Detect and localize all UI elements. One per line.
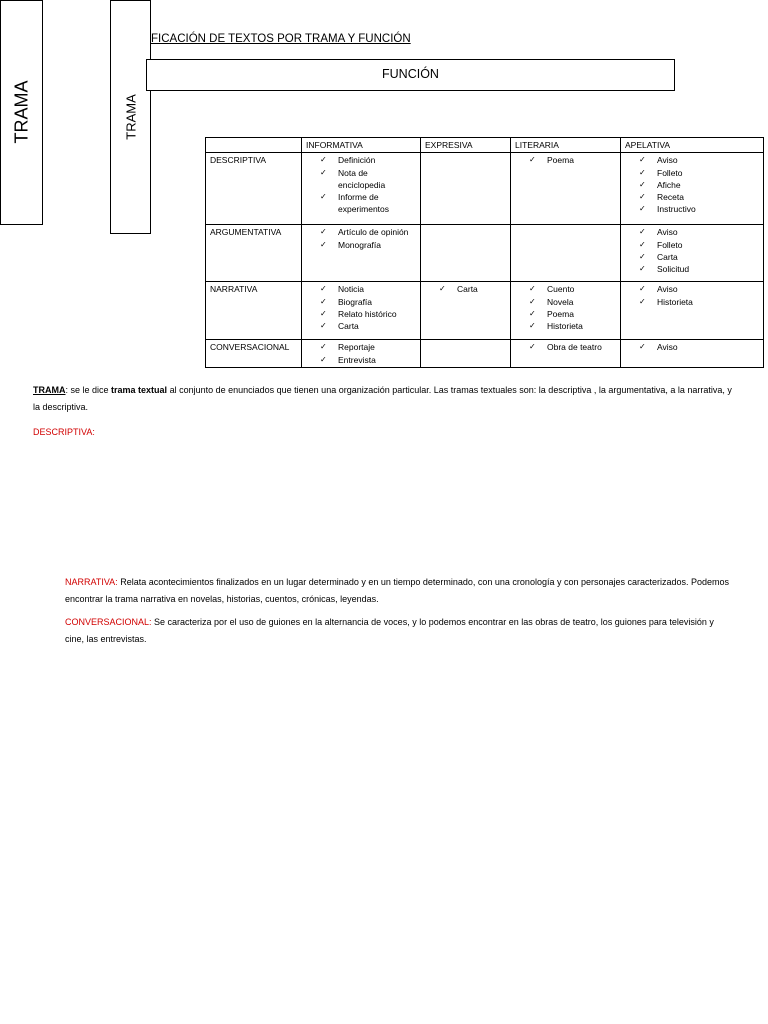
checklist-item: ✓ Relato histórico (320, 308, 416, 320)
checklist-item: ✓ Obra de teatro (529, 341, 616, 353)
conversacional-text: Se caracteriza por el uso de guiones en la alternancia de voces, y lo podemos encontrar en las obras de teatro, los guiones para televisión y cine, las entrevistas. (65, 617, 714, 644)
checklist-item: ✓ Nota de enciclopedia (320, 167, 416, 192)
table-cell (421, 340, 511, 368)
checklist-item: ✓ Afiche (639, 179, 759, 191)
classification-table (205, 137, 764, 368)
table-cell (511, 340, 621, 368)
trama-row-label: CONVERSACIONAL (206, 340, 302, 368)
narrativa-paragraph (65, 574, 730, 608)
table-cell (621, 340, 764, 368)
table-cell (302, 225, 421, 282)
checklist-item: ✓ Reportaje (320, 341, 416, 353)
table-cell (302, 340, 421, 368)
narrativa-text: Relata acontecimientos finalizados en un lugar determinado y en un tiempo determinado, con una cronología y con personajes caracterizados. Podemos encontrar la trama narrativa en novelas, historias, cuentos, crónicas, leyendas. (65, 577, 730, 604)
checklist-item: ✓ Carta (439, 283, 506, 295)
checklist-item: ✓ Aviso (639, 226, 759, 238)
checklist (306, 154, 416, 215)
checklist (515, 283, 616, 332)
trama-definition (33, 382, 738, 416)
funcion-header-box (146, 59, 675, 91)
checklist-item: ✓ Informe de experimentos (320, 191, 416, 216)
trama-label-small: TRAMA (123, 94, 138, 140)
table-row (206, 225, 764, 282)
checklist-item: ✓ Carta (639, 251, 759, 263)
checklist-item: ✓ Biografía (320, 296, 416, 308)
table-cell (421, 282, 511, 340)
checklist-item: ✓ Aviso (639, 341, 759, 353)
checklist (625, 226, 759, 275)
checklist (515, 341, 616, 353)
table-cell (302, 282, 421, 340)
conversacional-label: CONVERSACIONAL: (65, 617, 152, 627)
table-cell (621, 225, 764, 282)
document-title: FICACIÓN DE TEXTOS POR TRAMA Y FUNCIÓN (151, 33, 411, 45)
table-header-cell: INFORMATIVA (302, 138, 421, 153)
trama-row-label: NARRATIVA (206, 282, 302, 340)
trama-row-label: ARGUMENTATIVA (206, 225, 302, 282)
table-cell (421, 225, 511, 282)
checklist (306, 341, 416, 366)
trama-def-bold: trama textual (111, 385, 168, 395)
checklist-item: ✓ Novela (529, 296, 616, 308)
table-cell (511, 153, 621, 225)
checklist-item: ✓ Folleto (639, 239, 759, 251)
table-header-cell: EXPRESIVA (421, 138, 511, 153)
conversacional-paragraph (65, 614, 730, 648)
checklist-item: ✓ Noticia (320, 283, 416, 295)
table-header-row (206, 138, 764, 153)
checklist (425, 283, 506, 295)
table-cell (621, 282, 764, 340)
checklist-item: ✓ Poema (529, 308, 616, 320)
checklist-item: ✓ Receta (639, 191, 759, 203)
table-cell (302, 153, 421, 225)
checklist-item: ✓ Historieta (529, 320, 616, 332)
checklist-item: ✓ Aviso (639, 283, 759, 295)
checklist (306, 226, 416, 251)
table-cell (511, 225, 621, 282)
table-header-cell: APELATIVA (621, 138, 764, 153)
table-row (206, 282, 764, 340)
checklist (625, 154, 759, 215)
table-row (206, 340, 764, 368)
checklist-item: ✓ Cuento (529, 283, 616, 295)
checklist (625, 341, 759, 353)
checklist-item: ✓ Folleto (639, 167, 759, 179)
descriptiva-heading: DESCRIPTIVA: (33, 427, 95, 437)
trama-def-part2: al conjunto de enunciados que tienen una organización particular. Las tramas textuales son: la descriptiva , la argumentativa, a la narrativa, y la descriptiva. (33, 385, 732, 412)
checklist-item: ✓ Instructivo (639, 203, 759, 215)
checklist-item: ✓ Solicitud (639, 263, 759, 275)
checklist (515, 154, 616, 166)
checklist-item: ✓ Aviso (639, 154, 759, 166)
table-cell (421, 153, 511, 225)
table-cell (621, 153, 764, 225)
trama-def-part1: : se le dice (65, 385, 112, 395)
table-cell (511, 282, 621, 340)
trama-row-label: DESCRIPTIVA (206, 153, 302, 225)
checklist-item: ✓ Entrevista (320, 354, 416, 366)
checklist-item: ✓ Monografía (320, 239, 416, 251)
funcion-header-label: FUNCIÓN (382, 67, 439, 81)
checklist-item: ✓ Poema (529, 154, 616, 166)
trama-side-label-large (0, 0, 43, 225)
table-header-cell (206, 138, 302, 153)
table-row (206, 153, 764, 225)
trama-side-label-small (110, 0, 151, 234)
trama-term: TRAMA (33, 385, 66, 395)
table-header-cell: LITERARIA (511, 138, 621, 153)
checklist (625, 283, 759, 308)
checklist-item: ✓ Historieta (639, 296, 759, 308)
checklist-item: ✓ Carta (320, 320, 416, 332)
trama-label-large: TRAMA (11, 80, 31, 144)
narrativa-label: NARRATIVA: (65, 577, 118, 587)
checklist-item: ✓ Definición (320, 154, 416, 166)
checklist-item: ✓ Artículo de opinión (320, 226, 416, 238)
checklist (306, 283, 416, 332)
